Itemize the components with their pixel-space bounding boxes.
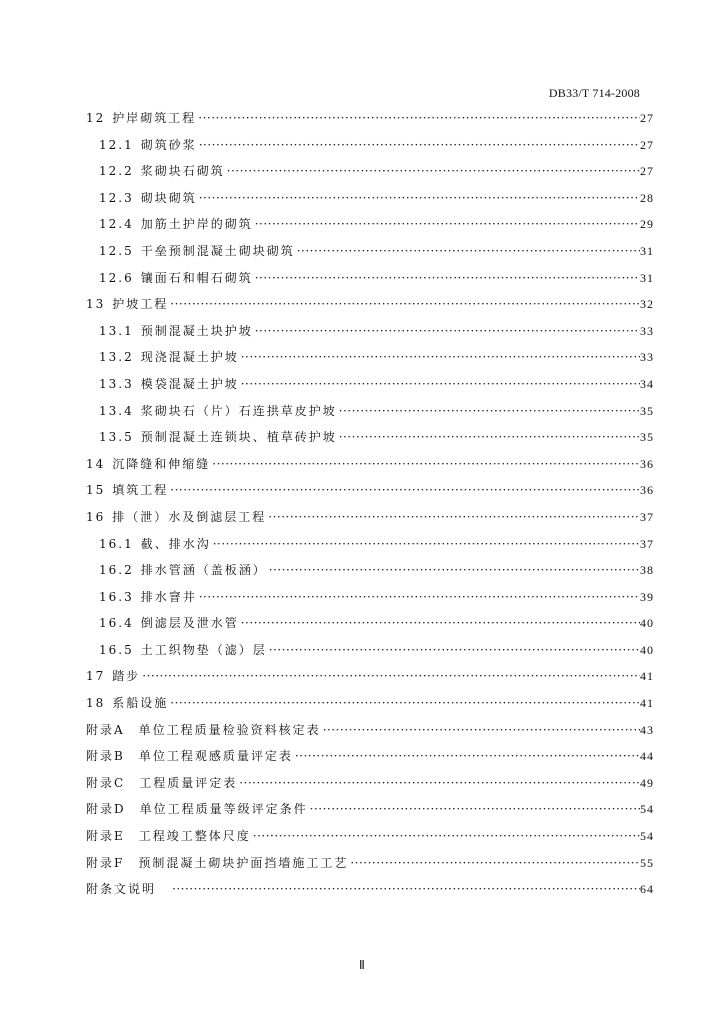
toc-dot-leader xyxy=(253,823,640,850)
toc-dot-leader xyxy=(170,477,640,504)
toc-entry[interactable] xyxy=(0,398,724,425)
toc-entry-title: 填筑工程 xyxy=(112,483,169,498)
toc-entry-page: 39 xyxy=(640,589,654,604)
toc-dot-leader xyxy=(297,238,640,265)
toc-entry[interactable] xyxy=(0,158,724,185)
toc-entry-title: 浆砌块石（片）石连拱草皮护坡 xyxy=(140,403,337,418)
toc-entry-page: 49 xyxy=(640,775,654,790)
toc-entry-page: 32 xyxy=(640,297,654,312)
toc-entry-title: 加筋土护岸的砌筑 xyxy=(140,217,253,232)
toc-entry-title: 踏步 xyxy=(112,669,141,684)
toc-entry-page: 55 xyxy=(640,855,654,870)
toc-entry-title: 单位工程观感质量评定表 xyxy=(138,749,293,764)
toc-entry[interactable] xyxy=(0,610,724,637)
toc-entry-title: 砌筑砂浆 xyxy=(140,137,197,152)
toc-entry-page: 31 xyxy=(640,243,654,258)
toc-entry[interactable] xyxy=(0,451,724,478)
toc-entry-number: 附条文说明 xyxy=(86,882,157,897)
toc-entry-title: 沉降缝和伸缩缝 xyxy=(112,456,211,471)
toc-dot-leader xyxy=(339,398,640,425)
toc-entry-number: 12.3 xyxy=(99,190,134,205)
toc-entry-number: 15 xyxy=(86,483,106,498)
toc-entry-number: 12 xyxy=(86,111,106,125)
toc-entry-page: 33 xyxy=(640,323,654,338)
toc-entry-page: 43 xyxy=(640,722,654,737)
toc-entry-page: 27 xyxy=(640,164,654,179)
toc-dot-leader xyxy=(255,265,640,292)
toc-dot-leader xyxy=(199,584,640,611)
toc-entry-title: 倒滤层及泄水管 xyxy=(140,616,239,631)
toc-dot-leader xyxy=(170,291,640,318)
toc-entry-title: 排水管涵（盖板涵） xyxy=(140,563,267,578)
toc-entry-number: 16.4 xyxy=(99,616,134,631)
toc-entry-page: 37 xyxy=(640,509,654,524)
toc-entry-number: 13.5 xyxy=(99,430,134,445)
toc-dot-leader xyxy=(213,531,640,558)
toc-entry-title: 预制混凝土连锁块、植草砖护坡 xyxy=(140,430,337,445)
toc-entry-page: 35 xyxy=(640,403,654,418)
toc-dot-leader xyxy=(170,690,640,717)
toc-entry-page: 41 xyxy=(640,669,654,684)
toc-entry-number: 13.3 xyxy=(99,376,134,391)
toc-entry-title: 护坡工程 xyxy=(112,297,169,312)
toc-entry[interactable] xyxy=(0,850,724,877)
toc-dot-leader xyxy=(172,876,640,903)
toc-entry[interactable] xyxy=(0,504,724,531)
toc-entry[interactable] xyxy=(0,717,724,744)
toc-entry[interactable] xyxy=(0,531,724,558)
toc-entry[interactable] xyxy=(0,132,724,159)
toc-entry-number: 12.2 xyxy=(99,164,134,179)
toc-entry-title: 预制混凝土块护坡 xyxy=(140,323,253,338)
toc-entry-page: 54 xyxy=(640,802,654,817)
toc-entry-number: 附录F xyxy=(86,855,125,870)
toc-entry-page: 41 xyxy=(640,696,654,711)
toc-entry[interactable] xyxy=(0,796,724,823)
toc-dot-leader xyxy=(241,371,640,398)
toc-entry[interactable] xyxy=(0,105,724,132)
toc-dot-leader xyxy=(199,132,640,159)
toc-entry[interactable] xyxy=(0,238,724,265)
toc-entry[interactable] xyxy=(0,743,724,770)
toc-dot-leader xyxy=(198,105,640,132)
toc-entry-page: 36 xyxy=(640,483,654,498)
toc-dot-leader xyxy=(241,610,640,637)
toc-entry[interactable] xyxy=(0,318,724,345)
toc-entry-title: 预制混凝土砌块护面挡墙施工工艺 xyxy=(138,855,349,870)
toc-entry-number: 13 xyxy=(86,297,106,312)
toc-dot-leader xyxy=(142,663,640,690)
toc-dot-leader xyxy=(239,770,640,797)
toc-entry-number: 14 xyxy=(86,456,106,471)
toc-entry-title: 模袋混凝土护坡 xyxy=(140,376,239,391)
toc-entry-number: 13.4 xyxy=(99,403,134,418)
toc-entry-page: 29 xyxy=(640,217,654,232)
toc-entry[interactable] xyxy=(0,637,724,664)
toc-entry-page: 36 xyxy=(640,456,654,471)
toc-entry[interactable] xyxy=(0,291,724,318)
toc-entry[interactable] xyxy=(0,557,724,584)
toc-entry-title: 排水窨井 xyxy=(140,589,197,604)
toc-entry-title: 砌块砌筑 xyxy=(140,190,197,205)
toc-dot-leader xyxy=(199,185,640,212)
toc-entry-page: 34 xyxy=(640,376,654,391)
document-code: DB33/T 714-2008 xyxy=(548,86,640,100)
toc-dot-leader xyxy=(350,850,640,877)
toc-entry-number: 附录A xyxy=(86,722,125,737)
toc-entry-title: 干垒预制混凝土砌块砌筑 xyxy=(140,243,295,258)
toc-entry-number: 附录D xyxy=(86,802,126,817)
toc-entry[interactable] xyxy=(0,477,724,504)
toc-entry-title: 截、排水沟 xyxy=(140,536,211,551)
toc-entry-number: 12.4 xyxy=(99,217,134,232)
toc-entry-title: 浆砌块石砌筑 xyxy=(140,164,225,179)
toc-entry-title: 现浇混凝土护坡 xyxy=(140,350,239,365)
toc-dot-leader xyxy=(295,743,640,770)
toc-entry-number: 16.1 xyxy=(99,536,134,551)
toc-entry-title: 系船设施 xyxy=(112,696,169,711)
toc-entry-title: 护岸砌筑工程 xyxy=(112,111,197,125)
toc-entry-page: 40 xyxy=(640,616,654,631)
toc-entry-title: 单位工程质量检验资料核定表 xyxy=(138,722,321,737)
toc-entry-page: 33 xyxy=(640,350,654,365)
toc-entry-number: 16 xyxy=(86,509,106,524)
toc-entry-number: 16.2 xyxy=(99,563,134,578)
toc-entry-page: 27 xyxy=(640,111,654,125)
toc-dot-leader xyxy=(268,504,640,531)
toc-entry-page: 31 xyxy=(640,270,654,285)
toc-dot-leader xyxy=(255,318,640,345)
page-number: Ⅱ xyxy=(359,958,365,972)
toc-entry[interactable] xyxy=(0,344,724,371)
toc-dot-leader xyxy=(269,557,640,584)
toc-entry[interactable] xyxy=(0,371,724,398)
toc-dot-leader xyxy=(339,424,640,451)
toc-entry-number: 17 xyxy=(86,669,106,684)
toc-dot-leader xyxy=(227,158,640,185)
toc-entry[interactable] xyxy=(0,265,724,292)
toc-entry-page: 64 xyxy=(640,882,654,897)
table-of-contents xyxy=(0,105,724,903)
toc-entry-page: 35 xyxy=(640,430,654,445)
toc-entry-page: 37 xyxy=(640,536,654,551)
toc-entry[interactable] xyxy=(0,424,724,451)
toc-entry-number: 12.6 xyxy=(99,270,134,285)
toc-entry-number: 13.2 xyxy=(99,350,134,365)
toc-entry[interactable] xyxy=(0,823,724,850)
toc-entry-title: 土工织物垫（滤）层 xyxy=(140,642,267,657)
toc-dot-leader xyxy=(241,344,640,371)
toc-entry-number: 13.1 xyxy=(99,323,134,338)
toc-entry-number: 12.1 xyxy=(99,137,134,152)
toc-entry-page: 40 xyxy=(640,642,654,657)
toc-entry-title: 单位工程质量等级评定条件 xyxy=(139,802,308,817)
toc-entry-title: 镶面石和帽石砌筑 xyxy=(140,270,253,285)
toc-entry[interactable] xyxy=(0,663,724,690)
toc-entry[interactable] xyxy=(0,211,724,238)
toc-entry-number: 18 xyxy=(86,696,106,711)
toc-entry[interactable] xyxy=(0,876,724,903)
toc-entry-page: 54 xyxy=(640,829,654,844)
toc-entry-number: 16.3 xyxy=(99,589,134,604)
toc-entry-page: 27 xyxy=(640,137,654,152)
toc-entry-page: 38 xyxy=(640,563,654,578)
toc-entry-title: 排（泄）水及倒滤层工程 xyxy=(112,509,267,524)
toc-entry-number: 16.5 xyxy=(99,642,134,657)
toc-entry-title: 工程竣工整体尺度 xyxy=(138,829,251,844)
toc-entry-number: 附录B xyxy=(86,749,125,764)
toc-entry[interactable] xyxy=(0,185,724,212)
toc-entry-number: 附录C xyxy=(86,775,126,790)
toc-dot-leader xyxy=(323,717,640,744)
toc-dot-leader xyxy=(269,637,640,664)
toc-entry-number: 附录E xyxy=(86,829,125,844)
toc-entry[interactable] xyxy=(0,690,724,717)
toc-entry-page: 44 xyxy=(640,749,654,764)
toc-dot-leader xyxy=(212,451,640,478)
toc-entry[interactable] xyxy=(0,584,724,611)
toc-entry-number: 12.5 xyxy=(99,243,134,258)
toc-entry-page: 28 xyxy=(640,190,654,205)
toc-dot-leader xyxy=(255,211,640,238)
toc-entry-title: 工程质量评定表 xyxy=(139,775,238,790)
toc-dot-leader xyxy=(310,796,640,823)
toc-entry[interactable] xyxy=(0,770,724,797)
